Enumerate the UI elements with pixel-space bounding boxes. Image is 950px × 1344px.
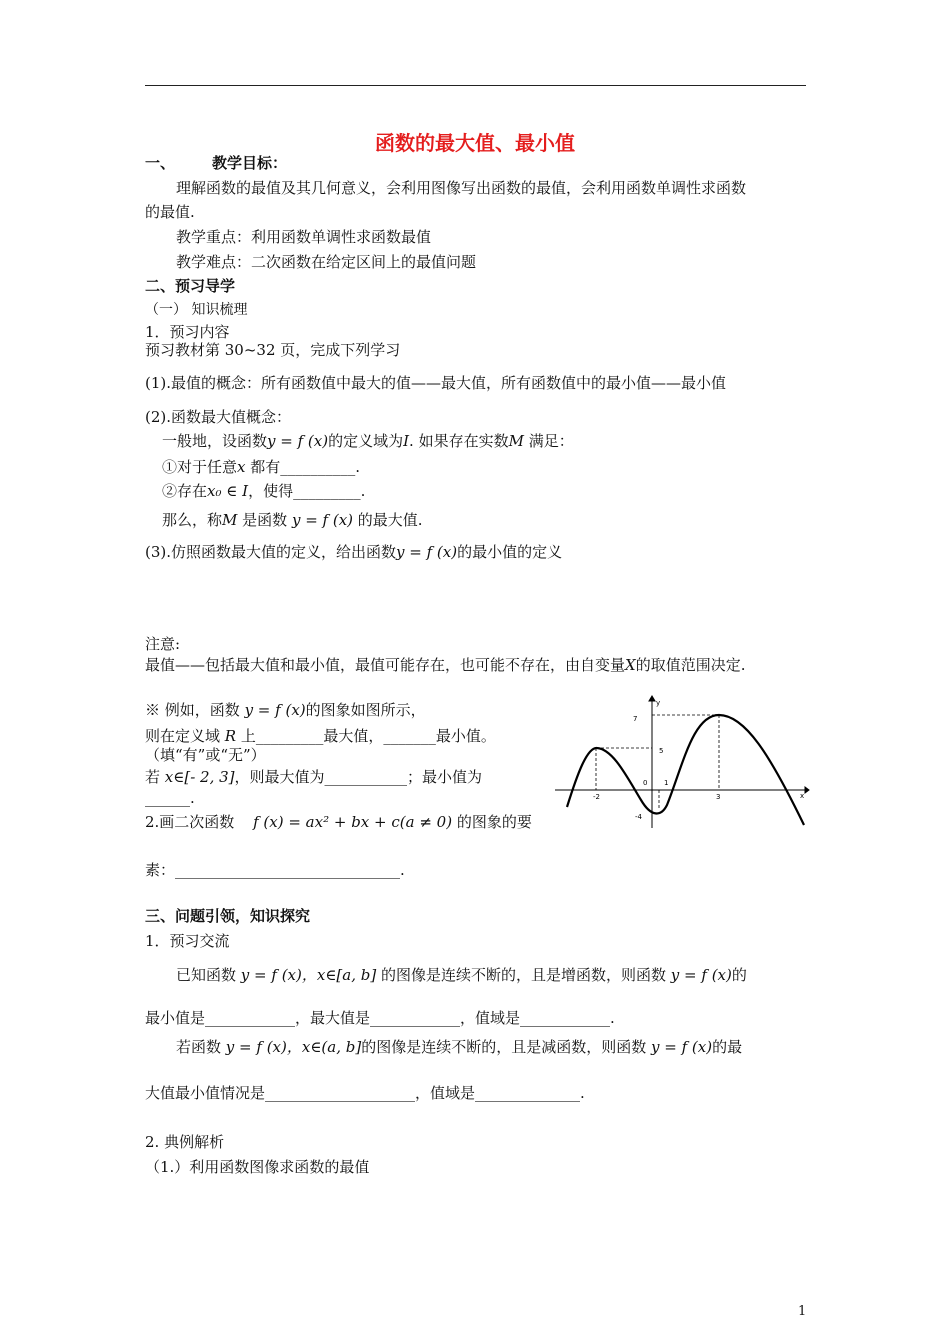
goal-line2: 的最值.	[145, 203, 195, 221]
decreasing-answer-line: 大值最小值情况是____________________，值域是______________.	[145, 1084, 585, 1102]
quadratic-elements-blank: 素：______________________________.	[145, 861, 405, 879]
max-conclusion: 那么，称M 是函数 y = f (x) 的最大值.	[162, 511, 423, 529]
max-definition: 一般地，设函数y = f (x)的定义域为I. 如果存在实数M 满足：	[162, 432, 574, 450]
decreasing-question: 若函数 y = f (x)，x∈(a, b]的图像是连续不断的，且是减函数，则函数 y = f (x)的最	[176, 1038, 743, 1056]
fill-hint: （填“有”或“无”）	[145, 746, 266, 764]
tick-label-neg4: -4	[635, 813, 642, 821]
example-question: 则在定义域 R 上_________最大值，_______最小值。	[145, 727, 496, 745]
tick-label-neg2: -2	[593, 793, 600, 801]
note-text: 最值——包括最大值和最小值，最值可能存在，也可能不存在，由自变量X的取值范围决定.	[145, 656, 746, 674]
function-graph	[555, 695, 810, 830]
example-intro: ※ 例如，函数 y = f (x)的图象如图所示，	[145, 701, 426, 719]
tick-label-3: 3	[716, 793, 721, 801]
quadratic-question: 2.画二次函数 f (x) = ax² + bx + c(a ≠ 0) 的图象的要	[145, 813, 532, 831]
axis-label-y: y	[656, 699, 661, 707]
preview-instruction: 预习教材第 30~32 页，完成下列学习	[145, 341, 401, 359]
concept-max-heading: (2).函数最大值概念：	[145, 408, 292, 426]
min-definition-prompt: (3).仿照函数最大值的定义，给出函数y = f (x)的最小值的定义	[145, 543, 563, 561]
preview-exchange: 1．预习交流	[145, 932, 230, 950]
increasing-question: 已知函数 y = f (x)，x∈[a, b] 的图像是连续不断的，且是增函数，则函数 y = f (x)的	[176, 966, 747, 984]
condition-1: ①对于任意x 都有__________.	[162, 458, 361, 476]
tick-label-5: 5	[659, 747, 664, 755]
concept-extremum: (1).最值的概念：所有函数值中最大的值——最大值，所有函数值中的最小值——最小值	[145, 374, 727, 392]
condition-2: ②存在x₀ ∈ I，使得_________.	[162, 482, 366, 500]
section1-heading: 教学目标：	[212, 154, 288, 172]
tick-label-1: 1	[664, 779, 669, 787]
increasing-answer-line: 最小值是____________，最大值是____________，值域是____________.	[145, 1009, 615, 1027]
knowledge-subheading: （一） 知识梳理	[145, 302, 248, 318]
preview-content: 1．预习内容	[145, 323, 230, 341]
section2-heading: 二、预习导学	[145, 277, 236, 295]
header-rule	[145, 85, 806, 86]
page-title: 函数的最大值、最小值	[375, 131, 575, 155]
section1-number: 一、	[145, 154, 176, 172]
teaching-focus: 教学重点：利用函数单调性求函数最值	[176, 228, 432, 246]
goal-line1: 理解函数的最值及其几何意义，会利用图像写出函数的最值，会利用函数单调性求函数	[176, 179, 747, 197]
example-analysis-1: （1.）利用函数图像求函数的最值	[145, 1158, 370, 1176]
section3-heading: 三、问题引领，知识探究	[145, 907, 311, 925]
tick-label-0: 0	[643, 779, 648, 787]
example-analysis: 2. 典例解析	[145, 1133, 225, 1151]
teaching-difficulty: 教学难点：二次函数在给定区间上的最值问题	[176, 253, 477, 271]
axis-label-x: x	[800, 792, 805, 800]
page-number: 1	[798, 1304, 807, 1319]
interval-question: 若 x∈[- 2, 3]，则最大值为___________；最小值为	[145, 768, 483, 786]
note-label: 注意:	[145, 635, 181, 653]
interval-answer-blank: ______.	[145, 789, 195, 807]
tick-label-7: 7	[633, 715, 638, 723]
